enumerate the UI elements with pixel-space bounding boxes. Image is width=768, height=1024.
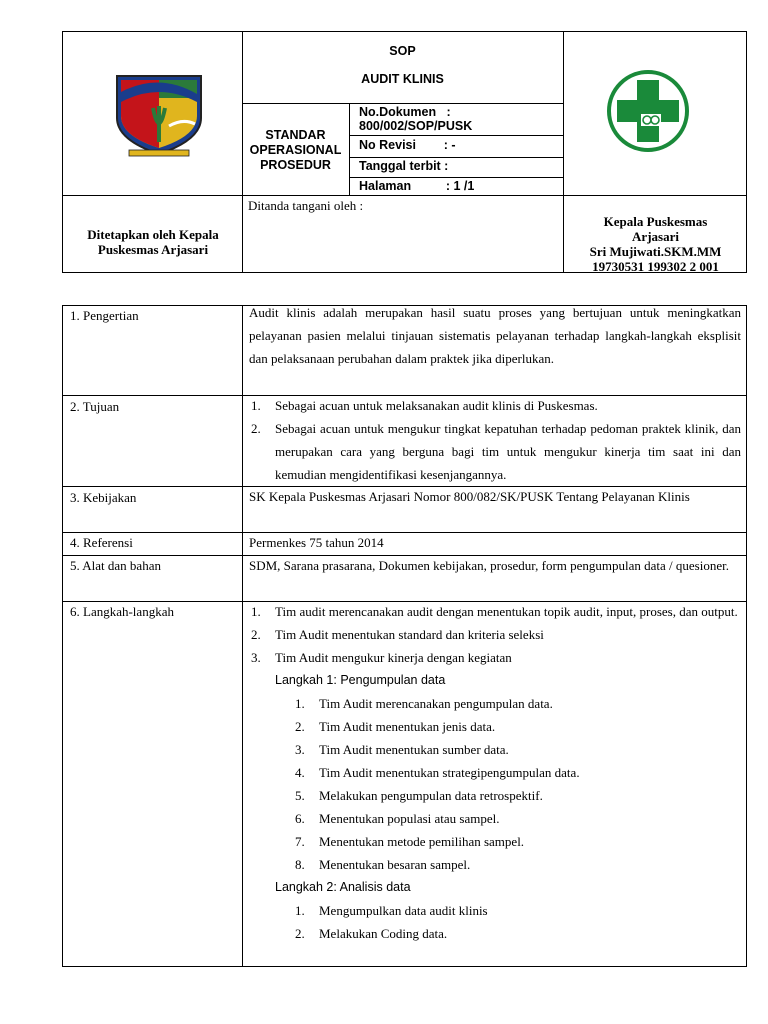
list-item: 6. Menentukan populasi atau sampel. [295,811,500,826]
list-item: 8. Menentukan besaran sampel. [295,857,471,872]
list-item: 1. Tim Audit merencanakan pengumpulan data. [295,696,553,711]
list-item: 1. Tim audit merencanakan audit dengan menentukan topik audit, input, proses, dan output. [251,604,738,619]
sop-title: SOP [389,44,416,58]
sop-left-label: STANDAR OPERASIONAL PROSEDUR [249,128,342,172]
sop-content-table [62,305,747,967]
step1-title: Langkah 1: Pengumpulan data [275,673,446,687]
regency-crest-icon [113,68,205,160]
list-item: 2. Tim Audit menentukan jenis data. [295,719,496,734]
established-by: Ditetapkan oleh Kepala Puskesmas Arjasari [87,227,219,257]
signed-by-label: Ditanda tangani oleh : [248,198,364,213]
steps-content [249,600,741,945]
text-kebijakan: SK Kepala Puskesmas Arjasari Nomor 800/082/SK/PUSK Tentang Pelayanan Klinis [249,489,690,504]
list-item: 3. Tim Audit mengukur kinerja dengan kegiatan [251,650,512,665]
list-item: 4. Tim Audit menentukan strategipengumpulan data. [295,765,580,780]
list-item: 2. Melakukan Coding data. [295,926,448,941]
label-kebijakan: 3. Kebijakan [70,490,137,505]
step2-title: Langkah 2: Analisis data [275,880,411,894]
puskesmas-cross-icon [607,70,689,152]
list-item: 5. Melakukan pengumpulan data retrospektif. [295,788,543,803]
issue-date: Tanggal terbit : [359,159,449,173]
text-referensi: Permenkes 75 tahun 2014 [249,535,384,550]
head-signature: Kepala Puskesmas Arjasari Sri Mujiwati.SKM.MM 19730531 199302 2 001 [589,214,722,274]
list-item: 1. Sebagai acuan untuk melaksanakan audit klinis di Puskesmas. [251,398,598,413]
label-tujuan: 2. Tujuan [70,399,120,414]
sop-header-table [62,31,747,196]
list-item: 1. Mengumpulkan data audit klinis [295,903,488,918]
page-number: Halaman : 1 /1 [359,179,475,193]
label-referensi: 4. Referensi [70,535,133,550]
list-tujuan [249,394,741,486]
doc-number: No.Dokumen : 800/002/SOP/PUSK [359,105,473,133]
label-langkah: 6. Langkah-langkah [70,604,174,619]
list-item: 2. Sebagai acuan untuk mengukur tingkat kepatuhan terhadap pedoman praktek klinik, dan merupakan cara yang berguna bagi tim untuk mengukur kinerja tim saat ini dan kemudian mengidentifikasi kesenjangannya. [251,421,741,482]
list-item: 3. Tim Audit menentukan sumber data. [295,742,509,757]
list-item: 2. Tim Audit menentukan standard dan kriteria seleksi [251,627,544,642]
text-pengertian: Audit klinis adalah merupakan hasil suatu proses yang bertujuan untuk meningkatkan pelayanan pasien melalui tinjauan sistematis pelayanan terhadap langkah-langkah eksplisit dan pelaksanaan perubahan dalam praktek jika diperlukan. [249,305,741,366]
text-alat-bahan: SDM, Sarana prasarana, Dokumen kebijakan, prosedur, form pengumpulan data / quesioner. [249,558,729,573]
sop-subtitle: AUDIT KLINIS [361,72,444,86]
revision-number: No Revisi : - [359,138,456,152]
label-pengertian: 1. Pengertian [70,308,139,323]
list-item: 7. Menentukan metode pemilihan sampel. [295,834,525,849]
label-alat-bahan: 5. Alat dan bahan [70,558,161,573]
signature-row [62,196,747,273]
